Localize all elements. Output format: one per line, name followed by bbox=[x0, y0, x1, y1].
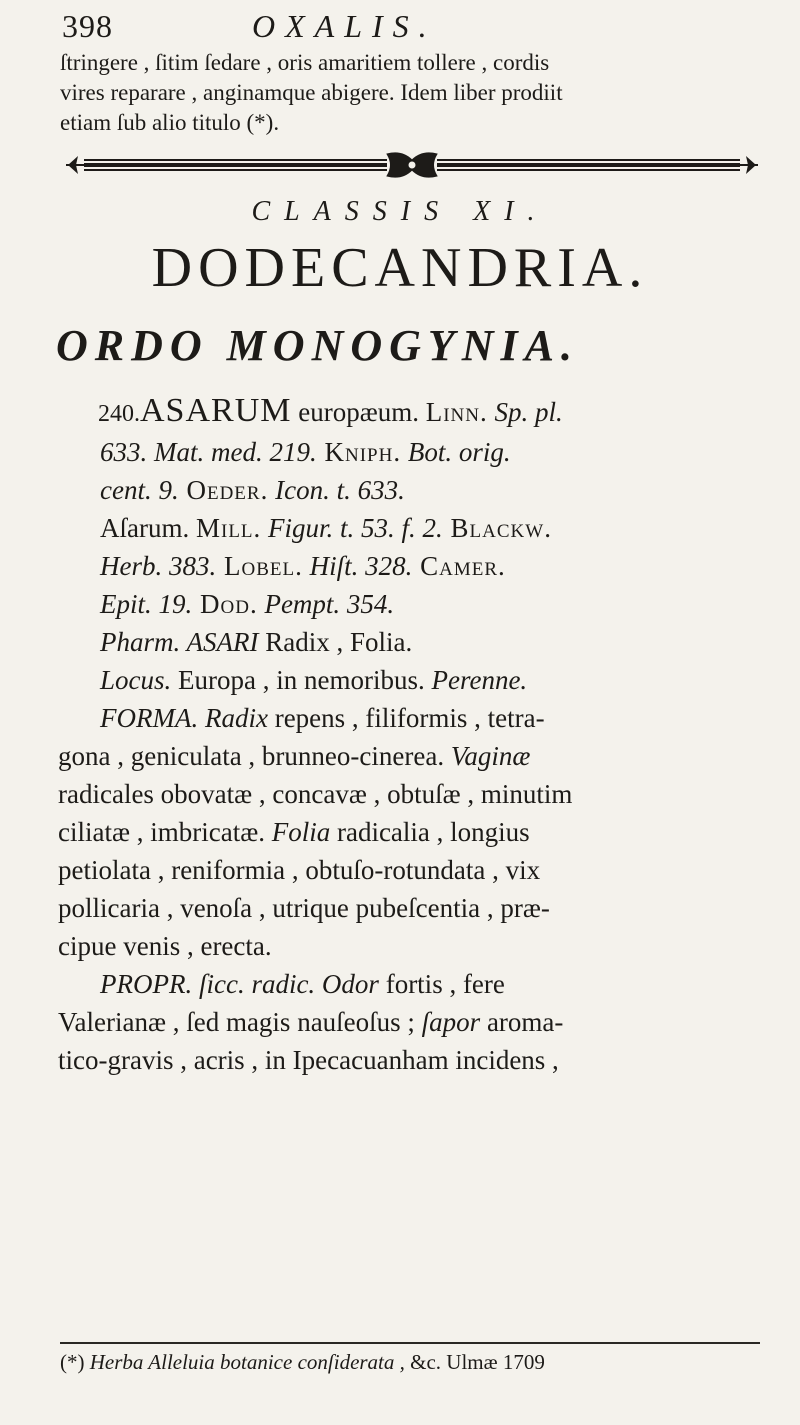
running-head bbox=[62, 8, 762, 48]
author-abbrev: Lobel. bbox=[216, 551, 303, 581]
synonym: Aſarum. bbox=[100, 513, 196, 543]
text: fortis , fere bbox=[378, 969, 505, 999]
citation: 633. Mat. med. 219. bbox=[100, 437, 317, 467]
author-abbrev: Kniph. bbox=[316, 437, 402, 467]
label: PROPR. ſicc. radic. Odor bbox=[100, 969, 379, 999]
entry-line bbox=[58, 1003, 778, 1041]
author-abbrev: Dod. bbox=[192, 589, 258, 619]
entry-line bbox=[58, 585, 778, 623]
citation: Epit. 19. bbox=[100, 589, 193, 619]
text: Perenne. bbox=[431, 665, 528, 695]
citation: Herb. 383. bbox=[100, 551, 217, 581]
entry-line bbox=[58, 547, 778, 585]
citation: Sp. pl. bbox=[487, 397, 563, 427]
citation: cent. 9. bbox=[100, 475, 179, 505]
label: ſapor bbox=[421, 1007, 481, 1037]
running-title: OXALIS. bbox=[252, 8, 437, 44]
label: Locus. bbox=[100, 665, 172, 695]
species-epithet: europæum. bbox=[291, 397, 426, 427]
text-line: vires reparare , anginamque abigere. Idem liber prodiit bbox=[60, 80, 563, 105]
citation: Figur. t. 53. f. 2. bbox=[261, 513, 443, 543]
continuation-paragraph bbox=[60, 48, 760, 138]
footnote-title: Herba Alleluia botanice conſiderata , bbox=[89, 1350, 405, 1374]
text: Radix , Folia. bbox=[258, 627, 413, 657]
author-abbrev: Oeder. bbox=[178, 475, 269, 505]
entry-line: radicales obovatæ , concavæ , obtuſæ , minutim bbox=[58, 779, 573, 809]
entry-line bbox=[58, 965, 778, 1003]
entry-line bbox=[58, 623, 778, 661]
text: aroma- bbox=[480, 1007, 564, 1037]
species-entry bbox=[58, 392, 778, 1079]
citation: Icon. t. 633. bbox=[268, 475, 405, 505]
text-line: etiam ſub alio titulo (*). bbox=[60, 110, 280, 135]
page-number: 398 bbox=[62, 8, 113, 44]
text: Valerianæ , ſed magis nauſeoſus ; bbox=[58, 1007, 422, 1037]
entry-line bbox=[58, 661, 778, 699]
entry-line: tico-gravis , acris , in Ipecacuanham incidens , bbox=[58, 1045, 559, 1075]
citation: Hiſt. 328. bbox=[302, 551, 413, 581]
entry-line bbox=[58, 509, 778, 547]
entry-line bbox=[58, 699, 778, 737]
label: Vaginæ bbox=[450, 741, 531, 771]
author-abbrev: Blackw. bbox=[442, 513, 552, 543]
citation: Bot. orig. bbox=[401, 437, 511, 467]
entry-line bbox=[58, 392, 778, 433]
footnote-marker: (*) bbox=[60, 1350, 85, 1374]
entry-line: cipue venis , erecta. bbox=[58, 931, 272, 961]
entry-line bbox=[58, 471, 778, 509]
citation: Pempt. 354. bbox=[257, 589, 395, 619]
ordo-heading: ORDO MONOGYNIA. bbox=[56, 321, 580, 370]
label: Pharm. ASARI bbox=[100, 627, 259, 657]
entry-line: petiolata , reniformia , obtuſo-rotundata , vix bbox=[58, 855, 541, 885]
text: radicalia , longius bbox=[330, 817, 530, 847]
text: ciliatæ , imbricatæ. bbox=[58, 817, 272, 847]
footnote-divider bbox=[60, 1342, 760, 1344]
label: Folia bbox=[271, 817, 331, 847]
entry-line bbox=[58, 737, 778, 775]
entry-number: 240. bbox=[98, 401, 140, 427]
author-abbrev: Mill. bbox=[195, 513, 262, 543]
author-abbrev: Camer. bbox=[412, 551, 506, 581]
footnote-imprint: &c. Ulmæ 1709 bbox=[404, 1350, 545, 1374]
entry-line bbox=[58, 433, 778, 471]
author-abbrev: Linn. bbox=[425, 397, 488, 427]
text: gona , geniculata , brunneo-cinerea. bbox=[58, 741, 451, 771]
entry-line: pollicaria , venoſa , utrique pubeſcentia , præ- bbox=[58, 893, 550, 923]
text-line: ſtringere , ſitim ſedare , oris amaritiem tollere , cordis bbox=[60, 50, 550, 75]
text: repens , filiformis , tetra- bbox=[267, 703, 545, 733]
text: Europa , in nemoribus. bbox=[171, 665, 432, 695]
genus-name: ASARUM bbox=[140, 392, 292, 429]
label: FORMA. Radix bbox=[100, 703, 268, 733]
entry-line bbox=[58, 813, 778, 851]
footnote bbox=[60, 1350, 760, 1375]
class-name-heading: DODECANDRIA. bbox=[151, 237, 649, 299]
classis-heading: CLASSIS XI. bbox=[251, 196, 549, 227]
decorative-rule-ornament bbox=[62, 148, 762, 182]
